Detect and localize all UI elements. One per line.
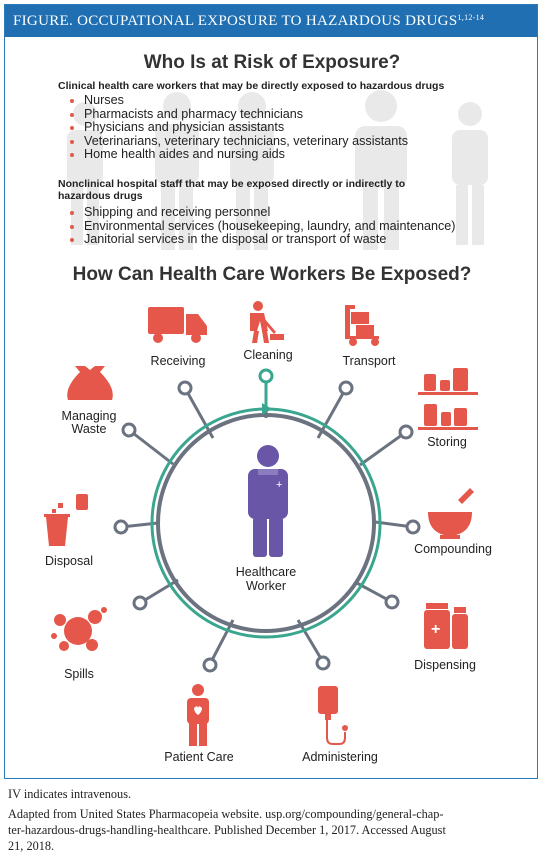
list-item: Environmental services (housekeeping, laundry, and maintenance) <box>68 220 456 234</box>
mopping-person-icon <box>250 301 284 343</box>
start-terminal <box>260 370 272 382</box>
cross-icon: + <box>276 479 283 491</box>
list-item: Home health aides and nursing aids <box>68 148 408 162</box>
splat-icon <box>51 607 107 651</box>
footnote-source-line1: Adapted from United States Pharmacopeia website. usp.org/compounding/general-chap- <box>8 807 444 821</box>
footnote-abbreviation: IV indicates intravenous. <box>8 787 132 801</box>
node-transport: Transport <box>342 354 396 368</box>
nonclinical-staff-list <box>68 206 456 247</box>
disposal-bin-icon <box>44 494 88 546</box>
trash-bag-icon <box>67 366 113 400</box>
node-spills: Spills <box>64 667 94 681</box>
list-item: Pharmacists and pharmacy technicians <box>68 108 408 122</box>
list-item: Janitorial services in the disposal or transport of waste <box>68 233 456 247</box>
figure-header <box>5 5 537 37</box>
node-managing-waste-line2: Waste <box>71 422 107 436</box>
node-disposal: Disposal <box>45 554 93 568</box>
node-patient-care: Patient Care <box>164 750 234 764</box>
footnote-source-line2: ter-hazardous-drugs-handling-healthcare. Published December 1, 2017. Accessed August <box>8 823 446 837</box>
cross-icon: + <box>431 621 441 638</box>
mortar-pestle-icon <box>428 488 474 539</box>
node-administering: Administering <box>302 750 378 764</box>
node-storing: Storing <box>427 435 467 449</box>
exposure-heading: How Can Health Care Workers Be Exposed? <box>72 264 472 285</box>
node-compounding: Compounding <box>414 542 492 556</box>
nonclinical-title-line1: Nonclinical hospital staff that may be exposed directly or indirectly to <box>58 178 406 190</box>
list-item: Nurses <box>68 94 408 108</box>
list-item: Physicians and physician assistants <box>68 121 408 135</box>
center-label-line1: Healthcare <box>235 565 297 579</box>
healthcare-worker-icon <box>248 445 288 557</box>
node-dispensing: Dispensing <box>414 658 476 672</box>
node-receiving: Receiving <box>150 354 206 368</box>
list-item: Shipping and receiving personnel <box>68 206 456 220</box>
list-item: Veterinarians, veterinary technicians, veterinary assistants <box>68 135 408 149</box>
truck-icon <box>148 307 207 343</box>
node-cleaning: Cleaning <box>243 348 293 362</box>
shelf-bottles-icon <box>418 368 478 430</box>
hand-truck-icon <box>345 305 379 346</box>
risk-heading: Who Is at Risk of Exposure? <box>143 52 401 73</box>
clinical-workers-list <box>68 94 408 162</box>
iv-bag-icon <box>318 686 348 744</box>
nonclinical-title-line2: hazardous drugs <box>58 190 143 202</box>
exposure-diagram <box>0 292 544 772</box>
node-managing-waste-line1: Managing <box>61 409 117 423</box>
figure-title: FIGURE. OCCUPATIONAL EXPOSURE TO HAZARDOUS DRUGS <box>13 13 458 29</box>
center-label-line2: Worker <box>245 579 287 593</box>
clinical-workers-title: Clinical health care workers that may be directly exposed to hazardous drugs <box>58 80 445 92</box>
nonclinical-staff-title <box>58 178 405 202</box>
footnote-source-line3: 21, 2018. <box>8 839 55 853</box>
figure-footnotes <box>8 786 538 854</box>
figure-references: 1,12-14 <box>457 13 485 22</box>
